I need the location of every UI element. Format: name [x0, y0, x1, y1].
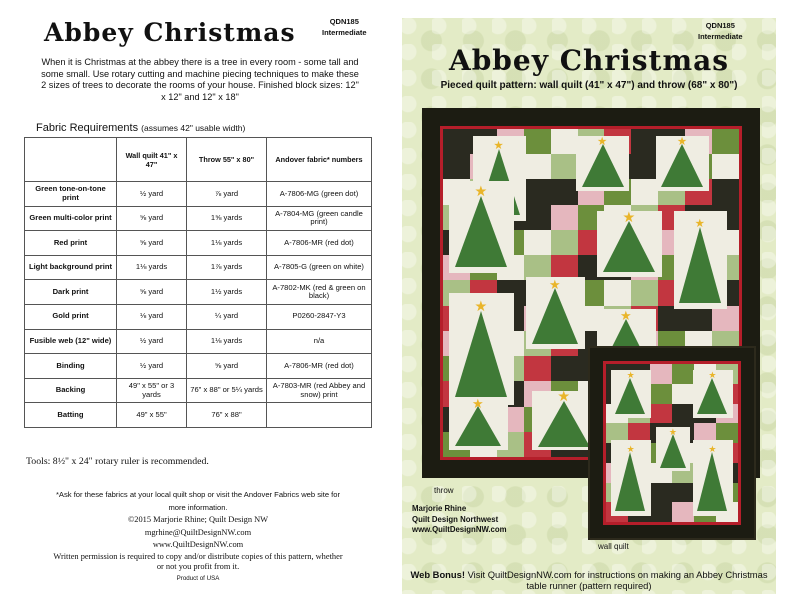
table-row	[25, 206, 372, 231]
star-icon: ★	[472, 395, 484, 411]
christmas-tree-icon	[660, 434, 686, 468]
fabric-name-cell: Gold print	[25, 304, 117, 329]
christmas-tree-icon	[455, 311, 507, 397]
quilt-square	[631, 154, 658, 179]
pattern-code	[322, 16, 367, 38]
table-cell: ⅛ yard	[117, 304, 187, 329]
throw-label: throw	[434, 486, 454, 495]
table-cell: n/a	[267, 329, 372, 354]
table-cell: 1⅞ yards	[187, 255, 267, 280]
cover-pattern-number: QDN185	[705, 21, 735, 30]
star-icon: ★	[474, 184, 488, 201]
christmas-tree-icon	[582, 144, 624, 187]
star-icon: ★	[596, 134, 608, 148]
quilt-square	[524, 230, 551, 255]
quilt-square	[672, 384, 694, 404]
quilt-square	[551, 205, 578, 230]
table-cell: A-7806-MG (green dot)	[267, 182, 372, 207]
fabric-name-cell: Fusible web (12" wide)	[25, 329, 117, 354]
fabric-name-cell: Batting	[25, 403, 117, 428]
quilt-square	[672, 502, 694, 522]
christmas-tree-icon	[538, 401, 590, 447]
fabric-heading-subtext: (assumes 42" usable width)	[141, 123, 246, 133]
quilt-square	[650, 502, 672, 522]
table-cell: A-7804-MG (green candle print)	[267, 206, 372, 231]
quilt-square	[650, 364, 672, 384]
star-icon: ★	[694, 216, 706, 230]
star-icon: ★	[626, 444, 635, 455]
fabric-requirements-table	[24, 137, 372, 428]
designer-company: Quilt Design Northwest	[412, 514, 499, 524]
email-link[interactable]: mgrhine@QuiltDesignNW.com	[144, 527, 252, 537]
table-cell: ¼ yard	[187, 304, 267, 329]
table-cell: P0260-2847-Y3	[267, 304, 372, 329]
table-cell: ⅝ yard	[117, 280, 187, 305]
page-title: Abbey Christmas	[44, 18, 296, 47]
star-icon: ★	[668, 426, 677, 437]
table-cell: ½ yard	[117, 182, 187, 207]
star-icon: ★	[493, 139, 504, 153]
quilt-square	[443, 129, 470, 154]
table-row	[25, 403, 372, 428]
table-row	[25, 280, 372, 305]
quilt-square	[712, 179, 739, 204]
quilt-square	[631, 129, 658, 154]
table-cell: 76" x 88" or 5¼ yards	[187, 378, 267, 403]
christmas-tree-icon	[532, 288, 578, 344]
christmas-tree-icon	[697, 452, 727, 511]
table-cell: ½ yard	[117, 354, 187, 379]
skill-level: Intermediate	[322, 28, 367, 37]
fabric-name-cell: Backing	[25, 378, 117, 403]
quilt-square	[712, 154, 739, 179]
table-cell: ⅝ yard	[117, 206, 187, 231]
designer-website[interactable]: www.QuiltDesignNW.com	[412, 525, 507, 534]
quilt-square	[524, 205, 551, 230]
footnote: *Ask for these fabrics at your local quilt shop or visit the Andover Fabrics web site for more information.	[55, 490, 341, 512]
table-cell: ⅝ yard	[117, 231, 187, 256]
web-bonus-lead: Web Bonus!	[410, 569, 465, 580]
cover-subtitle: Pieced quilt pattern: wall quilt (41" x 47") and throw (68" x 80")	[440, 80, 738, 91]
designer-credit	[412, 504, 507, 536]
table-cell: ⅝ yard	[187, 354, 267, 379]
star-icon: ★	[474, 299, 488, 316]
star-icon: ★	[622, 209, 636, 226]
christmas-tree-icon	[455, 196, 507, 267]
quilt-square	[551, 129, 578, 154]
table-header-cell	[25, 138, 117, 182]
fabric-name-cell: Red print	[25, 231, 117, 256]
table-cell: A-7806-MR (red dot)	[267, 354, 372, 379]
copyright: ©2015 Marjorie Rhine; Quilt Design NW	[127, 515, 269, 524]
quilt-square	[672, 364, 694, 384]
fabric-name-cell: Binding	[25, 354, 117, 379]
web-bonus-text: Visit QuiltDesignNW.com for instructions on making an Abbey Christmas table runner (pattern required)	[464, 569, 768, 591]
quilt-square	[712, 306, 739, 331]
table-row	[25, 182, 372, 207]
quilt-square	[443, 154, 470, 179]
table-cell	[267, 403, 372, 428]
quilt-square	[604, 280, 631, 305]
table-cell: 1⅛ yards	[187, 329, 267, 354]
quilt-square	[551, 230, 578, 255]
footer	[50, 489, 346, 585]
fabric-name-cell: Dark print	[25, 280, 117, 305]
star-icon: ★	[626, 370, 635, 381]
table-row	[25, 255, 372, 280]
table-row	[25, 304, 372, 329]
table-header-row	[25, 138, 372, 182]
quilt-square	[524, 356, 551, 381]
web-bonus	[402, 569, 776, 591]
cover-skill-level: Intermediate	[698, 32, 743, 41]
quilt-square	[672, 483, 694, 503]
intro-text: When it is Christmas at the abbey there is a tree in every room - some tall and some small. Use rotary cutting and machine piecing techniques to make these 2 sizes of trees to decorate the rooms of your house. Finished block sizes: 12" x 12" and 12" x 18"	[41, 57, 359, 102]
fabric-name-cell: Green tone-on-tone print	[25, 182, 117, 207]
christmas-tree-icon	[697, 378, 727, 414]
quilt-square	[658, 306, 685, 331]
fabric-heading-text: Fabric Requirements	[36, 122, 139, 134]
quilt-square	[685, 306, 712, 331]
table-row	[25, 231, 372, 256]
table-cell: ⅞ yard	[187, 182, 267, 207]
cover-page	[402, 18, 776, 594]
star-icon: ★	[676, 134, 688, 148]
quilt-square	[631, 280, 658, 305]
table-cell: 76" x 88"	[187, 403, 267, 428]
table-row	[25, 354, 372, 379]
star-icon: ★	[708, 370, 717, 381]
table-cell: A-7805-G (green on white)	[267, 255, 372, 280]
quilt-square	[650, 384, 672, 404]
christmas-tree-icon	[603, 221, 655, 272]
christmas-tree-icon	[615, 378, 645, 414]
star-icon: ★	[620, 308, 632, 324]
website-link[interactable]: www.QuiltDesignNW.com	[152, 540, 244, 549]
christmas-tree-icon	[679, 227, 721, 303]
table-cell: ½ yard	[117, 329, 187, 354]
tools-note: Tools: 8½" x 24" rotary ruler is recommended.	[26, 456, 209, 467]
fabric-name-cell: Light background print	[25, 255, 117, 280]
table-cell: A-7803-MR (red Abbey and snow) print	[267, 378, 372, 403]
christmas-tree-icon	[661, 144, 703, 187]
table-header-cell: Wall quilt 41" x 47"	[117, 138, 187, 182]
table-row	[25, 378, 372, 403]
quilt-square	[712, 129, 739, 154]
table-row	[25, 329, 372, 354]
pattern-number: QDN185	[329, 17, 359, 26]
fabric-name-cell: Green multi-color print	[25, 206, 117, 231]
star-icon: ★	[548, 277, 561, 293]
quilt-square	[631, 179, 658, 204]
fabric-requirements-heading	[36, 122, 245, 134]
quilt-square	[524, 179, 551, 204]
star-icon: ★	[557, 389, 571, 406]
table-cell: 1½ yards	[187, 280, 267, 305]
table-cell: 49" x 55" or 3 yards	[117, 378, 187, 403]
table-header-cell: Andover fabric* numbers	[267, 138, 372, 182]
christmas-tree-icon	[615, 452, 645, 511]
product-origin: Product of USA	[176, 574, 220, 582]
cover-title: Abbey Christmas	[449, 44, 729, 77]
cover-pattern-code	[698, 20, 743, 42]
wall-quilt-label: wall quilt	[598, 542, 629, 551]
table-cell: 1⅝ yards	[187, 206, 267, 231]
quilt-square	[551, 356, 578, 381]
table-cell: 1⅛ yards	[187, 231, 267, 256]
wall-quilt-image	[590, 348, 754, 538]
quilt-square	[650, 404, 672, 424]
table-cell: A-7802-MK (red & green on black)	[267, 280, 372, 305]
table-cell: 1⅛ yards	[117, 255, 187, 280]
christmas-tree-icon	[455, 406, 501, 446]
permission-note: Written permission is required to copy and/or distribute copies of this pattern, whether or not you profit from it.	[53, 551, 343, 571]
star-icon: ★	[708, 444, 717, 455]
designer-name: Marjorie Rhine	[412, 504, 467, 513]
table-header-cell: Throw 55" x 80"	[187, 138, 267, 182]
quilt-square	[551, 154, 578, 179]
table-cell: A-7806-MR (red dot)	[267, 231, 372, 256]
quilt-square	[524, 154, 551, 179]
quilt-square	[650, 483, 672, 503]
table-cell: 49" x 55"	[117, 403, 187, 428]
quilt-square	[524, 129, 551, 154]
quilt-square	[672, 404, 694, 424]
quilt-square	[551, 179, 578, 204]
